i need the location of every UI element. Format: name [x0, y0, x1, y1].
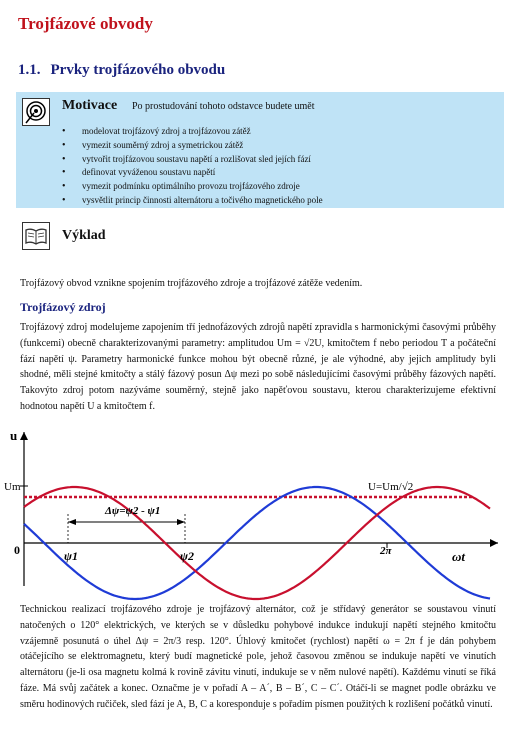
alternator-paragraph: Technickou realizací trojfázového zdroje je trojfázový alternátor, což je střídavý generátor se soustavou vinutí natočených o 120° elektrických, ve kterých se v důsledku pohybové indukce indukují napětí stejného kmitočtu vzájemně posunutá o úhel Δψ = 2π/3 resp. 120°. Úhlový kmitočet (rychlost) napětí ω = 2π f je dán pohybem otáčejícího se elektromagnetu, který budí magnetické pole, jehož časovou změnou se indukuje napětí ve vinutích alternátoru (je-li osa magnetu kolmá k rovině závitu vinutí, indukuje se v něm nulové napětí). Každému vinutí se říká fáze. Má svůj začátek a konec. Označme je v pořadí A – A´, B – B´, C – C´. Otáčí-li se magnet podle obrázku ve směru hodinových ručiček, sled fází je A, B, C a koresponduje s pořadím písmen použitých k rozlišení počátků vinutí.: [20, 604, 496, 710]
list-item: • vytvořit trojfázovou soustavu napětí a rozlišovat sled jejích fází: [62, 153, 323, 167]
chapter-title: Trojfázové obvody: [18, 14, 153, 33]
y-axis-label: u: [10, 428, 18, 443]
list-item: • definovat vyváženou soustavu napětí: [62, 166, 323, 180]
delta-psi-label: Δψ=ψ2 - ψ1: [105, 505, 161, 517]
period-label: 2π: [380, 545, 392, 557]
x-axis-label: ωt: [452, 549, 466, 564]
list-item: • vysvětlit princip činnosti alternátoru a točivého magnetického pole: [62, 194, 323, 208]
motivace-list: [62, 125, 323, 208]
um-label: Um: [4, 481, 21, 493]
list-item: • vymezit souměrný zdroj a symetrickou zátěž: [62, 139, 323, 153]
list-item: • vymezit podmínku optimálního provozu trojfázového zdroje: [62, 180, 323, 194]
psi1-label: ψ1: [64, 549, 79, 563]
phase-voltage-chart: [4, 428, 500, 588]
section-heading: [18, 62, 225, 79]
book-icon: [22, 222, 50, 250]
origin-label: 0: [14, 543, 20, 557]
list-item: • modelovat trojfázový zdroj a trojfázovou zátěž: [62, 125, 323, 139]
intro-paragraph: Trojfázový obvod vznikne spojením trojfázového zdroje a trojfázové zátěže vedením.: [20, 278, 363, 289]
motivace-title: Motivace: [62, 98, 118, 113]
psi2-label: ψ2: [180, 549, 195, 563]
zdroj-paragraph: Trojfázový zdroj modelujeme zapojením tří jednofázových zdrojů napětí zpravidla s harmonickými časovými průběhy (funkcemi) obecně charakterizovanými parametry: amplitudou Um = √2U, kmitočtem f nebo periodou T a počáteční fází napětí ψ. Parametry harmonické funkce mohou být obecně různé, je ale výhodné, aby jejich amplitudy byli shodné, měli stejné kmitočty a stálý fázový posun Δψ mezi po sobě následujícími časovými průběhy fázových napětí. Takovýto zdroj potom nazýváme souměrný, stejně jako napěťovou soustavu, kterou charakterizujeme efektivní hodnotou napětí U a kmitočtem f.: [20, 322, 496, 412]
motivace-box: [16, 92, 504, 208]
subsection-title: Trojfázový zdroj: [20, 300, 106, 314]
section-number: 1.1.: [18, 62, 41, 78]
section-title: Prvky trojfázového obvodu: [50, 62, 226, 78]
vyklad-title: Výklad: [62, 228, 106, 243]
target-icon: [22, 98, 50, 126]
rms-label: U=Um/√2: [368, 481, 414, 493]
motivace-subtitle: Po prostudování tohoto odstavce budete umět: [132, 101, 315, 112]
